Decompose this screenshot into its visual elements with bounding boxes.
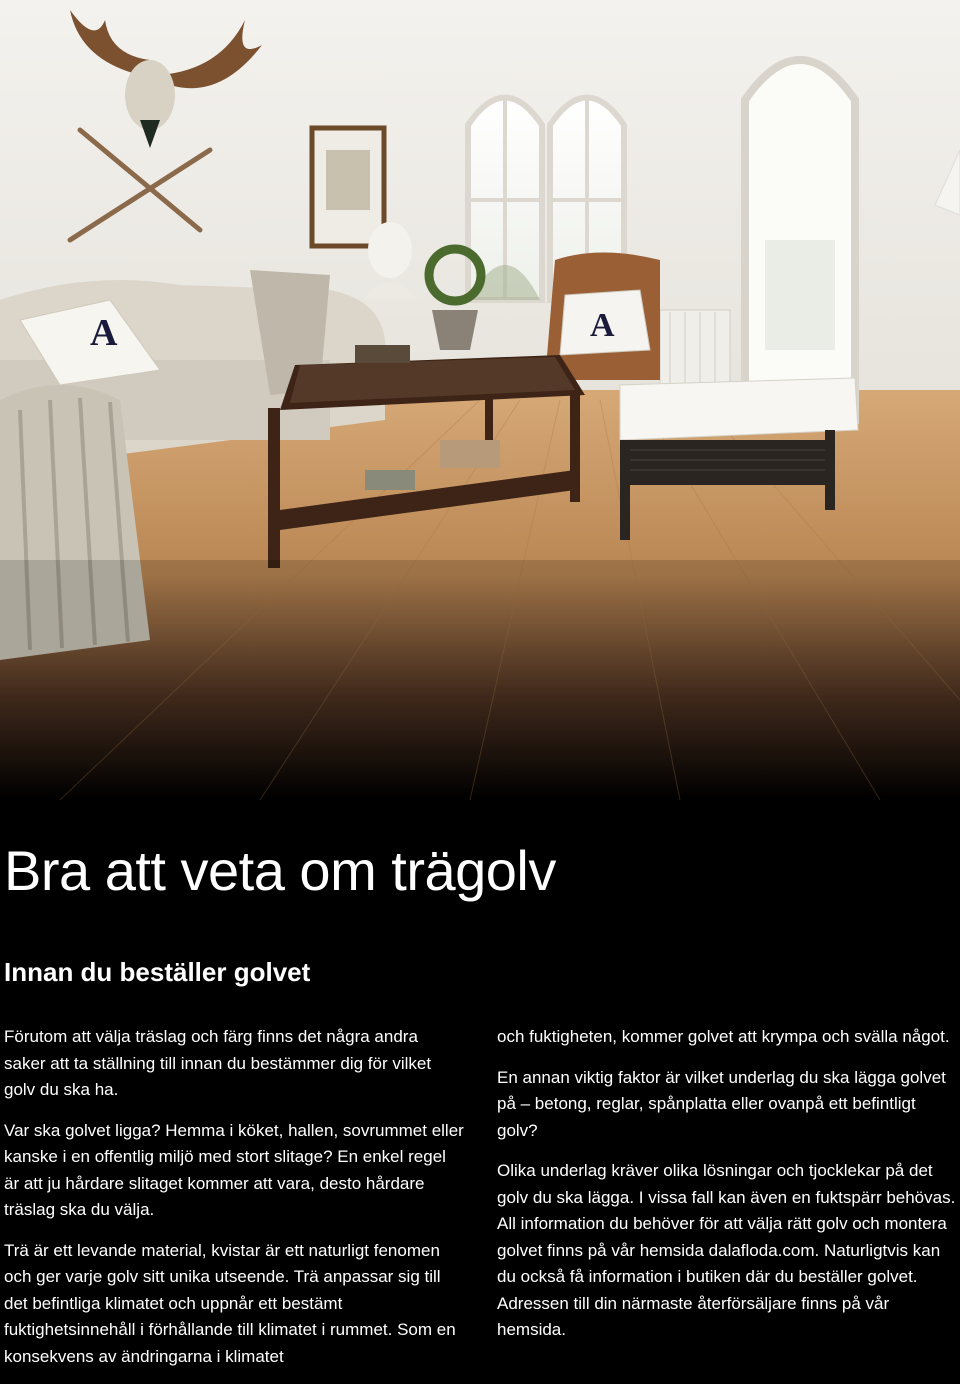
radiator	[660, 310, 730, 390]
paragraph: och fuktigheten, kommer golvet att krympa och svälla något.	[497, 1027, 950, 1046]
paragraph: En annan viktig faktor är vilket underlag du ska lägga golvet på – betong, reglar, spånplatta eller ovanpå ett befintligt golv?	[497, 1067, 946, 1140]
pillow-letter: A	[90, 312, 118, 354]
paragraph: Förutom att välja träslag och färg finns det några andra saker att ta ställning till innan du bestämmer dig för vilket golv du ska ha.	[4, 1027, 432, 1099]
pillow-letter: A	[590, 307, 615, 344]
text-column-left	[4, 1024, 464, 1384]
paragraph: Olika underlag kräver olika lösningar och tjocklekar på det golv du ska lägga. I vissa fall kan även en fuktspärr behövas. All information du behöver för att välja rätt golv och montera golvet finns på vår hemsida dalafloda.com. Naturligtvis kan du också få information i butiken där du beställer golvet. Adressen till din närmaste återförsäljare finns på vår hemsida.	[497, 1161, 956, 1339]
section-subtitle: Innan du beställer golvet	[4, 957, 311, 987]
framed-picture	[312, 128, 384, 246]
floor-shadow	[0, 560, 960, 800]
page-title: Bra att veta om trägolv	[4, 839, 556, 902]
paragraph: Trä är ett levande material, kvistar är ett naturligt fenomen och ger varje golv sitt unika utseende. Trä anpassar sig till det befintliga klimatet och uppnår ett bestämt fuktighetsinnehåll i förhållande till klimatet i rummet. Som en konsekvens av ändringarna i klimatet	[4, 1240, 456, 1366]
text-column-right	[497, 1024, 959, 1358]
paragraph: Var ska golvet ligga? Hemma i köket, hallen, sovrummet eller kanske i en offentlig miljö med stort slitage? En enkel regel är att ju hårdare slitaget kommer att vara, desto hårdare träslag ska du välja.	[4, 1120, 464, 1219]
arched-door	[745, 60, 855, 420]
